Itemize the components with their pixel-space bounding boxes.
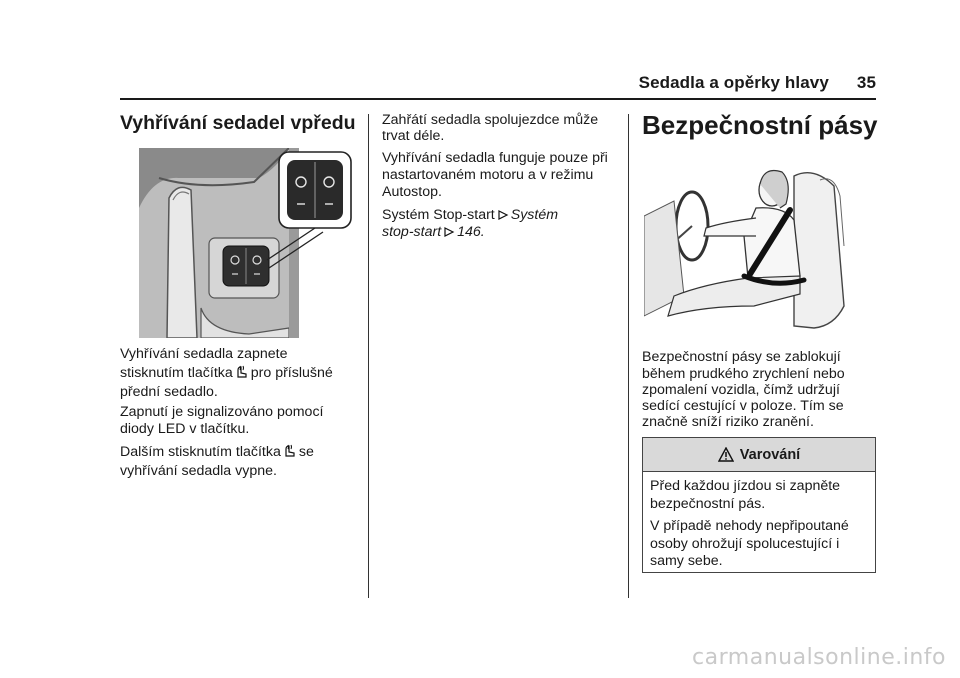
warning-title: Varování xyxy=(739,446,801,463)
seat-belts-heading: Bezpečnostní pásy xyxy=(642,110,878,140)
col1-p1-text-b: pro příslušné xyxy=(250,365,333,381)
seat-heater-icon xyxy=(235,365,249,379)
col2-paragraph-3-line-2 xyxy=(382,224,485,241)
col1-paragraph-1-line-2 xyxy=(120,365,333,382)
col1-paragraph-3-line-1 xyxy=(120,444,314,461)
seat-heater-icon xyxy=(283,444,297,458)
running-header xyxy=(639,73,876,93)
header-rule xyxy=(120,98,876,100)
watermark: carmanualsonline.info xyxy=(692,645,946,670)
col2-p3-text-a: Systém Stop-start xyxy=(382,207,495,223)
warning-triangle-icon xyxy=(718,447,734,462)
seat-belt-illustration xyxy=(644,156,854,334)
warning-p1-line-2: bezpečnostní pás. xyxy=(650,496,766,512)
col3-paragraph-line-1: Bezpečnostní pásy se zablokují xyxy=(642,349,841,365)
col2-p3-page-ref[interactable]: 146. xyxy=(457,224,485,240)
col3-paragraph-line-2: během prudkého zrychlení nebo xyxy=(642,366,845,382)
warning-p2-line-2: osoby ohrožují spolucestující i xyxy=(650,536,840,552)
reference-arrow-icon xyxy=(443,226,455,238)
column-divider-2 xyxy=(628,114,629,598)
col3-paragraph-line-3: zpomalení vozidla, čímž udržují xyxy=(642,382,840,398)
page-number: 35 xyxy=(856,73,876,92)
column-divider-1 xyxy=(368,114,369,598)
seat-heater-buttons-illustration xyxy=(139,148,353,338)
col2-paragraph-1-line-1: Zahřátí sedadla spolujezdce může xyxy=(382,112,599,128)
col3-paragraph-line-4: sedící cestující v poloze. Tím se xyxy=(642,398,844,414)
section-title: Sedadla a opěrky hlavy xyxy=(638,73,829,92)
reference-arrow-icon xyxy=(497,209,509,221)
col1-paragraph-3-line-2: vyhřívání sedadla vypne. xyxy=(120,463,277,479)
warning-p2-line-3: samy sebe. xyxy=(650,553,723,569)
col2-paragraph-2-line-2: nastartovaném motoru a v režimu xyxy=(382,167,594,183)
col2-p3-link-a[interactable]: Systém xyxy=(510,207,559,223)
col2-p3-link-b[interactable]: stop-start xyxy=(382,224,442,240)
seat-heating-heading: Vyhřívání sedadel vpředu xyxy=(120,112,356,134)
warning-box xyxy=(642,437,876,573)
warning-header xyxy=(643,438,875,472)
col2-paragraph-1-line-2: trvat déle. xyxy=(382,128,445,144)
col1-p3-text-a: Dalším stisknutím tlačítka xyxy=(120,444,281,460)
warning-p1-line-1: Před každou jízdou si zapněte xyxy=(650,478,841,494)
warning-p2-line-1: V případě nehody nepřipoutané xyxy=(650,518,849,534)
col2-paragraph-3-line-1 xyxy=(382,207,558,224)
col3-paragraph-line-5: značně sníží riziko zranění. xyxy=(642,414,814,430)
col1-paragraph-1-line-3: přední sedadlo. xyxy=(120,384,218,400)
col1-paragraph-2-line-2: diody LED v tlačítku. xyxy=(120,421,250,437)
col2-paragraph-2-line-1: Vyhřívání sedadla funguje pouze při xyxy=(382,150,608,166)
col1-p1-text-a: stisknutím tlačítka xyxy=(120,365,233,381)
col1-paragraph-1-line-1: Vyhřívání sedadla zapnete xyxy=(120,346,288,362)
col1-paragraph-2-line-1: Zapnutí je signalizováno pomocí xyxy=(120,404,324,420)
col2-paragraph-2-line-3: Autostop. xyxy=(382,184,442,200)
col1-p3-text-b: se xyxy=(298,444,314,460)
